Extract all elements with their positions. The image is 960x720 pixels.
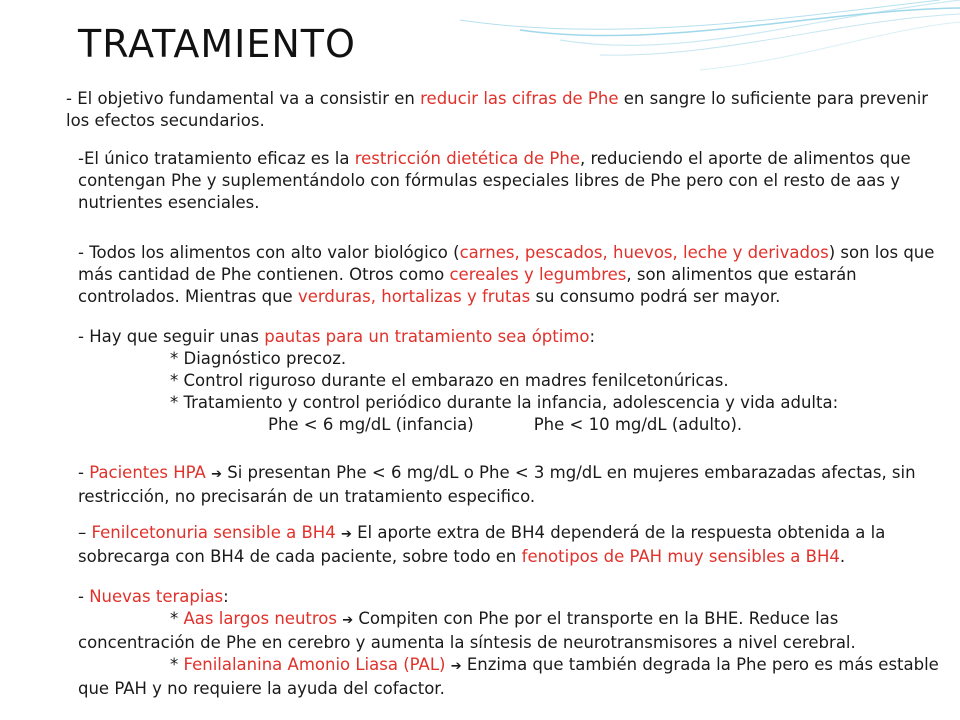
text: en sangre lo suficiente para prevenir los efectos secundarios.	[66, 89, 929, 130]
text: :	[589, 327, 596, 346]
text: -	[78, 587, 90, 606]
highlight: Fenilcetonuria sensible a BH4	[91, 523, 336, 542]
list-item: * Diagnóstico precoz.	[170, 349, 347, 368]
list-item: * Tratamiento y control periódico durante la infancia, adolescencia y vida adulta:	[170, 393, 839, 412]
highlight: Aas largos neutros	[183, 609, 337, 628]
highlight: Pacientes HPA	[89, 463, 206, 482]
page-title: TRATAMIENTO	[78, 22, 356, 66]
highlight: restricción dietética de Phe	[354, 149, 580, 168]
threshold-adult: Phe < 10 mg/dL (adulto).	[533, 415, 743, 434]
highlight: fenotipos de PAH muy sensibles a BH4	[521, 547, 840, 566]
paragraph-bh4	[78, 522, 944, 568]
text: *	[170, 655, 184, 674]
highlight: pautas para un tratamiento sea óptimo	[264, 327, 590, 346]
text: su consumo podrá ser mayor.	[530, 287, 781, 306]
text: - Hay que seguir unas	[78, 327, 265, 346]
threshold-infancy: Phe < 6 mg/dL (infancia)	[268, 415, 474, 434]
highlight: Fenilalanina Amonio Liasa (PAL)	[183, 655, 446, 674]
paragraph-treatment	[78, 148, 944, 214]
text: , reduciendo el aporte de alimentos que contengan Phe y suplementándolo con fórmulas especiales libres de Phe pero con el resto de aas y nutrientes esenciales.	[78, 149, 911, 212]
text: -El único tratamiento eficaz es la	[78, 149, 355, 168]
text: El aporte extra de BH4 dependerá de la respuesta obtenida a la sobrecarga con BH4 de cada paciente, sobre todo en	[78, 523, 886, 566]
text: - Todos los alimentos con alto valor biológico (	[78, 243, 460, 262]
text: - El objetivo fundamental va a consistir en	[66, 89, 421, 108]
text: Enzima que también degrada la Phe pero es más estable que PAH y no requiere la ayuda del cofactor.	[78, 655, 939, 698]
list-item: * Control riguroso durante el embarazo en madres fenilcetonúricas.	[170, 371, 729, 390]
text: Compiten con Phe por el transporte en la BHE. Reduce las concentración de Phe en cerebro y aumenta la síntesis de neurotransmisores a nivel cerebral.	[78, 609, 856, 652]
text: , son alimentos que estarán controlados. Mientras que	[78, 265, 857, 306]
paragraph-objective	[66, 88, 936, 132]
arrow-right-icon: ➔	[340, 527, 352, 542]
highlight: verduras, hortalizas y frutas	[297, 287, 531, 306]
text: -	[78, 463, 90, 482]
text: Si presentan Phe < 6 mg/dL o Phe < 3 mg/dL en mujeres embarazadas afectas, sin restricción, no precisarán de un tratamiento especifico.	[78, 463, 916, 506]
highlight: cereales y legumbres	[449, 265, 627, 284]
highlight: carnes, pescados, huevos, leche y derivados	[459, 243, 829, 262]
highlight: reducir las cifras de Phe	[420, 89, 619, 108]
paragraph-guidelines	[78, 326, 944, 436]
highlight: Nuevas terapias	[89, 587, 224, 606]
text: –	[78, 523, 92, 542]
arrow-right-icon: ➔	[450, 659, 462, 674]
paragraph-new-therapies	[78, 586, 944, 700]
text: .	[839, 547, 846, 566]
arrow-right-icon: ➔	[342, 613, 354, 628]
paragraph-hpa	[78, 462, 944, 508]
paragraph-foods	[78, 242, 944, 308]
text: :	[223, 587, 229, 606]
arrow-right-icon: ➔	[211, 467, 222, 482]
text: *	[170, 609, 184, 628]
text: ) son los que más cantidad de Phe contienen. Otros como	[78, 243, 935, 284]
